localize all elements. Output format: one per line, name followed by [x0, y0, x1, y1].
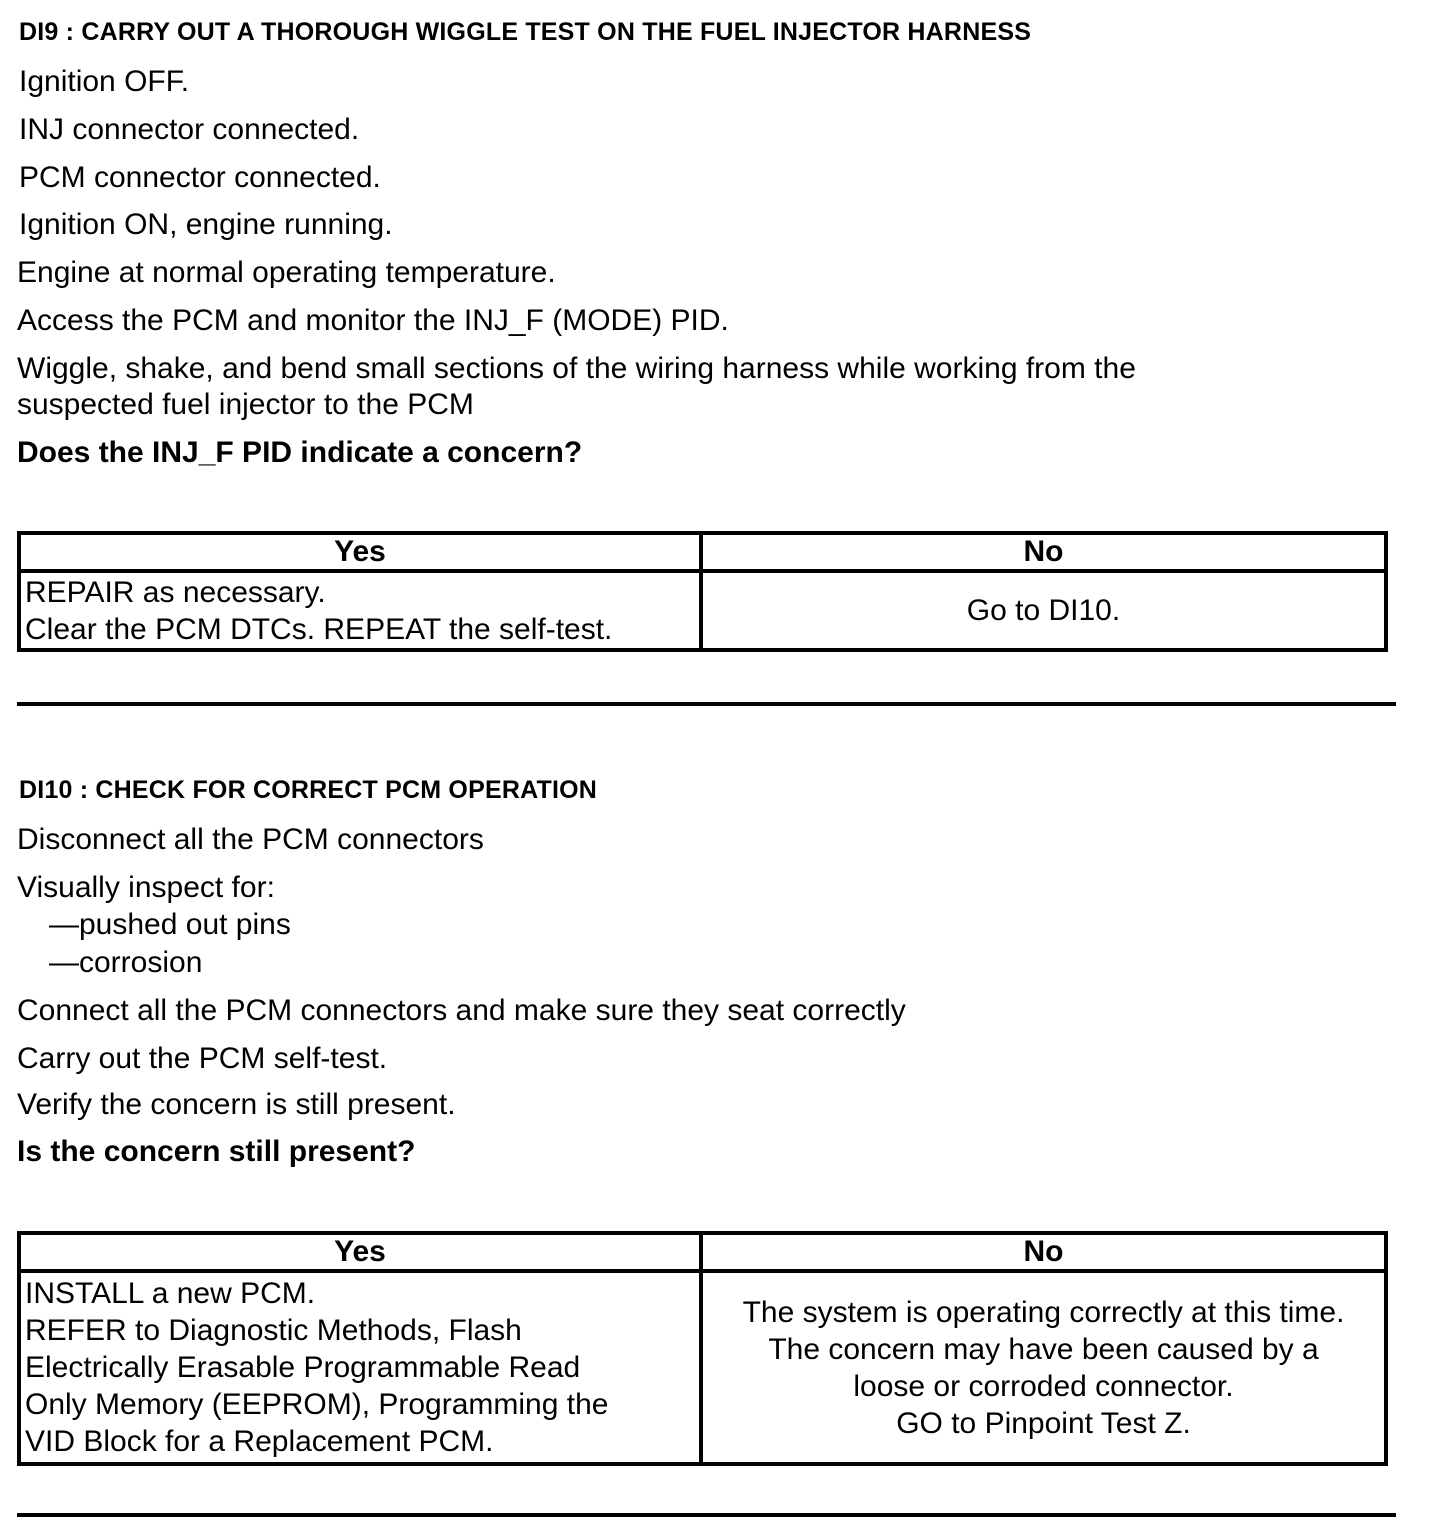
yes-line: Electrically Erasable Programmable Read: [25, 1351, 581, 1384]
no-line: loose or corroded connector.: [853, 1369, 1234, 1403]
yes-line: Clear the PCM DTCs. REPEAT the self-test.: [25, 612, 613, 646]
step-verify-concern: Verify the concern is still present.: [17, 1088, 456, 1121]
yes-header: Yes: [19, 533, 701, 571]
no-cell: [701, 571, 1386, 650]
table-row: [19, 571, 1386, 650]
step-engine-temp: Engine at normal operating temperature.: [17, 256, 556, 289]
step-connect-pcm: Connect all the PCM connectors and make sure they seat correctly: [17, 994, 906, 1027]
section-heading-di10: DI10 : CHECK FOR CORRECT PCM OPERATION: [19, 776, 597, 804]
step-wiggle-line2: suspected fuel injector to the PCM: [17, 388, 474, 421]
question-di9: Does the INJ_F PID indicate a concern?: [17, 436, 583, 469]
step-visually-inspect: Visually inspect for:: [17, 871, 275, 904]
result-table-di9: [17, 531, 1388, 652]
no-line: Go to DI10.: [966, 594, 1121, 627]
yes-cell: [19, 1271, 701, 1464]
step-ignition-off: Ignition OFF.: [19, 65, 190, 98]
section-divider: [17, 702, 1396, 706]
yes-line: Only Memory (EEPROM), Programming the: [25, 1388, 609, 1421]
yes-line: VID Block for a Replacement PCM.: [25, 1425, 494, 1458]
no-header: No: [701, 1233, 1386, 1271]
step-ignition-on: Ignition ON, engine running.: [19, 208, 393, 241]
yes-line: REFER to Diagnostic Methods, Flash: [25, 1314, 522, 1347]
result-table-di10: [17, 1231, 1388, 1466]
inspect-bullet-corrosion: —corrosion: [49, 946, 203, 979]
yes-line: REPAIR as necessary.: [25, 575, 326, 609]
no-line: The concern may have been caused by a: [768, 1332, 1319, 1366]
section-divider: [17, 1513, 1396, 1517]
step-pcm-connector: PCM connector connected.: [19, 161, 381, 194]
no-cell: [701, 1271, 1386, 1464]
no-line: The system is operating correctly at this time.: [742, 1295, 1345, 1329]
no-header: No: [701, 533, 1386, 571]
yes-cell: [19, 571, 701, 650]
step-self-test: Carry out the PCM self-test.: [17, 1042, 388, 1075]
table-header-row: [19, 533, 1386, 571]
step-inj-connector: INJ connector connected.: [19, 113, 360, 146]
step-wiggle-line1: Wiggle, shake, and bend small sections of the wiring harness while working from the: [17, 352, 1136, 385]
yes-header: Yes: [19, 1233, 701, 1271]
yes-line: INSTALL a new PCM.: [25, 1277, 316, 1310]
table-row: [19, 1271, 1386, 1464]
table-header-row: [19, 1233, 1386, 1271]
no-line: GO to Pinpoint Test Z.: [896, 1406, 1191, 1440]
step-access-pcm: Access the PCM and monitor the INJ_F (MODE) PID.: [17, 304, 729, 337]
section-heading-di9: DI9 : CARRY OUT A THOROUGH WIGGLE TEST ON THE FUEL INJECTOR HARNESS: [19, 18, 1032, 46]
inspect-bullet-pins: —pushed out pins: [49, 908, 291, 941]
question-di10: Is the concern still present?: [17, 1135, 416, 1168]
step-disconnect-pcm: Disconnect all the PCM connectors: [17, 823, 484, 856]
